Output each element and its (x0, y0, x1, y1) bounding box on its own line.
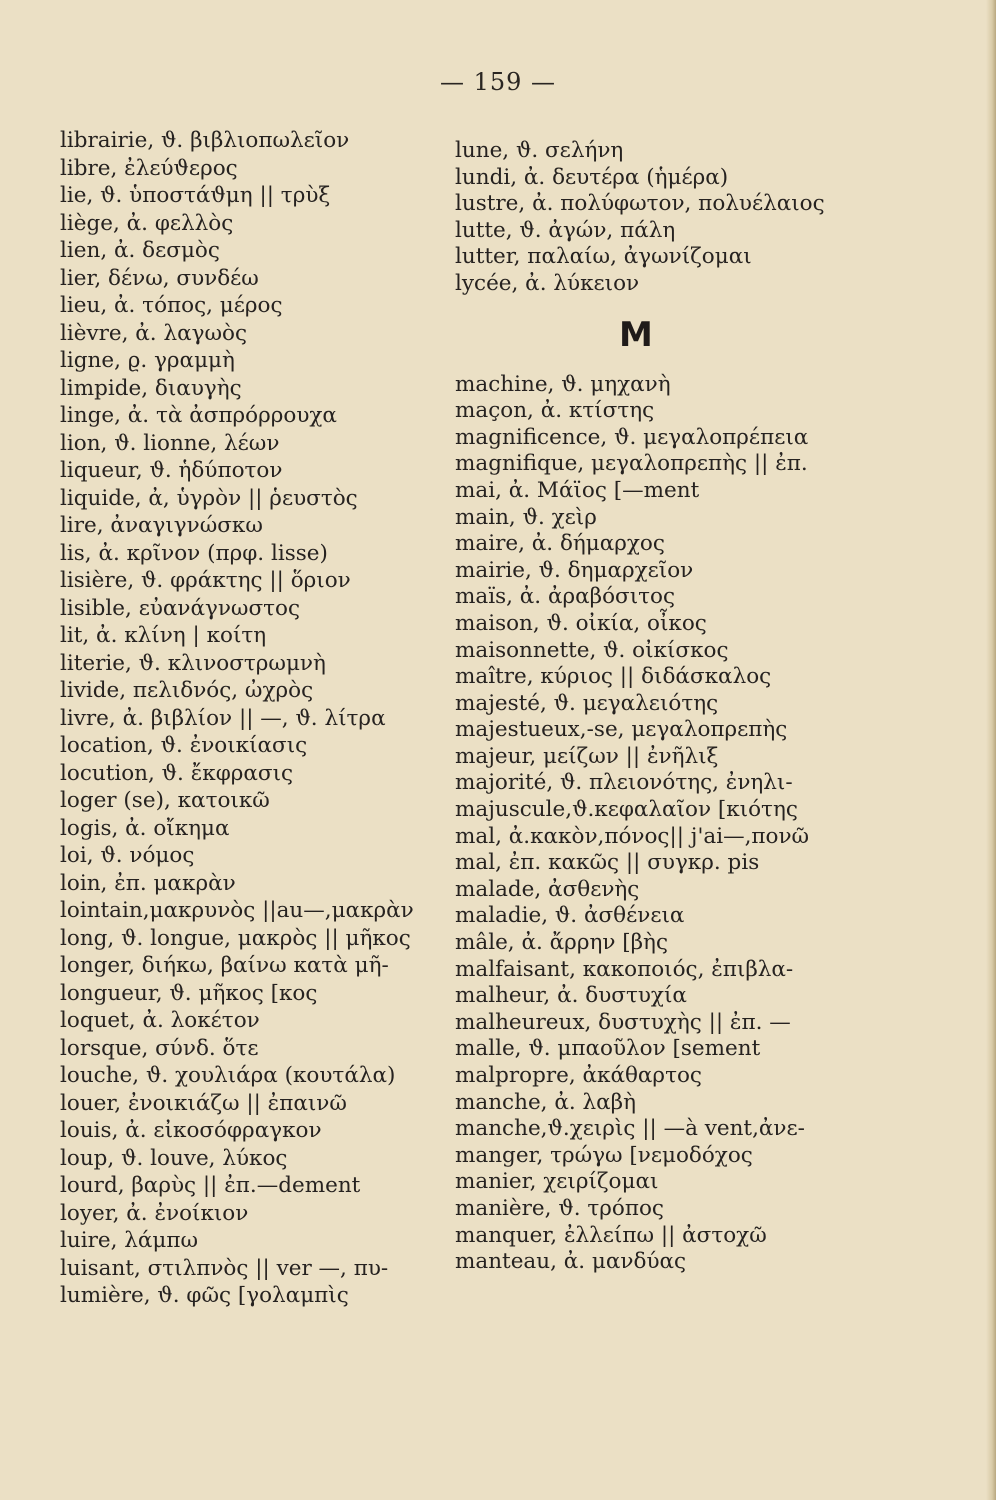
dictionary-entry: manche, ἀ. λαβὴ (455, 1089, 636, 1115)
dictionary-entry: lisible, εὐανάγνωστος (60, 595, 301, 621)
dictionary-entry: louer, ἐνοικιάζω || ἐπαινῶ (60, 1090, 347, 1116)
dictionary-entry: maïs, ἀ. ἀραβόσιτος (455, 584, 676, 610)
dictionary-entry: lumière, ϑ. φῶς [γολαμπὶς (60, 1283, 349, 1308)
dictionary-entry: maison, ϑ. οἰκία, οἶκος (455, 610, 707, 636)
dictionary-entry: longer, διήκω, βαίνω κατὰ μῆ- (60, 953, 389, 978)
dictionary-entry: loi, ϑ. νόμος (60, 843, 195, 868)
dictionary-entry: loyer, ἀ. ἐνοίκιον (60, 1200, 249, 1226)
dictionary-entry: maître, κύριος || διδάσκαλος (455, 664, 772, 690)
dictionary-entry: loin, ἐπ. μακρὰν (60, 870, 236, 896)
dictionary-entry: majestueux,-se, μεγαλοπρεπὴς (455, 717, 788, 743)
dictionary-entry: lien, ἀ. δεσμὸς (60, 238, 220, 263)
dictionary-entry: liège, ἀ. φελλὸς (60, 210, 234, 236)
dictionary-entry: mâle, ἀ. ἄρρην [βὴς (455, 930, 668, 956)
dictionary-entry: lutte, ϑ. ἀγών, πάλη (455, 217, 676, 243)
dictionary-entry: loup, ϑ. louve, λύκος (60, 1145, 288, 1171)
dictionary-entry: lustre, ἀ. πολύφωτον, πολυέλαιος (455, 191, 825, 217)
dictionary-entry: lieu, ἀ. τόπος, μέρος (60, 293, 283, 318)
dictionary-entry: malpropre, ἀκάθαρτος (455, 1063, 702, 1088)
dictionary-entry: livre, ἀ. βιβλίον || —, ϑ. λίτρα (60, 705, 386, 731)
dictionary-entry: lycée, ἀ. λύκειον (455, 270, 640, 296)
dictionary-entry: malade, ἀσθενὴς (455, 876, 640, 902)
dictionary-entry: lion, ϑ. lionne, λέων (60, 430, 280, 456)
dictionary-entry: malle, ϑ. μπαοῦλον [sement (455, 1036, 761, 1062)
dictionary-entry: libre, ἐλεύϑερος (60, 155, 238, 181)
dictionary-entry: majuscule,ϑ.κεφαλαῖον [κιότης (455, 797, 798, 823)
dictionary-entry: maçon, ἀ. κτίστης (455, 398, 655, 424)
dictionary-entry: longueur, ϑ. μῆκος [κος (60, 980, 318, 1006)
dictionary-entry: livide, πελιδνός, ὠχρὸς (60, 678, 314, 703)
dictionary-entry: main, ϑ. χεὶρ (455, 504, 597, 530)
dictionary-entry: luisant, στιλπνὸς || ver —, πυ- (60, 1255, 389, 1281)
dictionary-entry: ligne, ϱ. γραμμὴ (60, 348, 235, 373)
dictionary-entry: magnificence, ϑ. μεγαλοπρέπεια (455, 424, 809, 450)
dictionary-entry: mal, ἐπ. κακῶς || συγκρ. pis (455, 850, 760, 876)
dictionary-entry: maire, ἀ. δήμαρχος (455, 531, 665, 557)
dictionary-entry: logis, ἀ. οἴκημα (60, 815, 230, 841)
dictionary-entry: majorité, ϑ. πλειονότης, ἐνηλι- (455, 770, 793, 796)
left-column (60, 127, 440, 1310)
dictionary-entry: lire, ἀναγιγνώσκω (60, 513, 263, 538)
dictionary-entry: locution, ϑ. ἔκφρασις (60, 760, 294, 786)
dictionary-entry: machine, ϑ. μηχανὴ (455, 371, 671, 397)
dictionary-entry: mai, ἀ. Μάϊος [—ment (455, 477, 700, 503)
dictionary-entry: loger (se), κατοικῶ (60, 788, 270, 813)
dictionary-entry: majesté, ϑ. μεγαλειότης (455, 690, 719, 716)
dictionary-entry: manière, ϑ. τρόπος (455, 1195, 664, 1221)
dictionary-entry: lier, δένω, συνδέω (60, 265, 259, 291)
right-column (455, 138, 825, 1276)
dictionary-entry: linge, ἀ. τὰ ἀσπρόρρουχα (60, 403, 337, 428)
dictionary-entry: lisière, ϑ. φράκτης || ὅριον (60, 568, 351, 593)
page-number: — 159 — (439, 68, 557, 96)
dictionary-entry: lune, ϑ. σελήνη (455, 138, 624, 163)
dictionary-entry: loquet, ἀ. λοκέτον (60, 1008, 260, 1033)
dictionary-entry: malheureux, δυστυχὴς || ἐπ. — (455, 1009, 791, 1035)
dictionary-entry: mairie, ϑ. δημαρχεῖον (455, 557, 694, 583)
dictionary-entry: maisonnette, ϑ. οἰκίσκος (455, 637, 729, 663)
dictionary-entry: manteau, ἀ. μανδύας (455, 1249, 687, 1275)
dictionary-entry: lundi, ἀ. δευτέρα (ἡμέρα) (455, 164, 729, 190)
dictionary-entry: liqueur, ϑ. ἡδύποτον (60, 458, 283, 483)
dictionary-entry: manger, τρώγω [νεμοδόχος (455, 1142, 753, 1168)
dictionary-entry: majeur, μείζων || ἐνῆλιξ (455, 743, 719, 769)
dictionary-entry: malfaisant, κακοποιός, ἐπιβλα- (455, 956, 794, 982)
section-letter-heading: M (619, 314, 653, 355)
dictionary-entry: lit, ἀ. κλίνη | κοίτη (60, 623, 267, 648)
dictionary-entry: limpide, διαυγὴς (60, 375, 242, 401)
dictionary-entry: lorsque, σύνδ. ὅτε (60, 1035, 259, 1061)
dictionary-entry: lourd, βαρὺς || ἐπ.—dement (60, 1173, 361, 1198)
dictionary-entry: manquer, ἐλλείπω || ἀστοχῶ (455, 1222, 767, 1248)
dictionary-entry: louche, ϑ. χουλιάρα (κουτάλα) (60, 1063, 396, 1088)
dictionary-entry: mal, ἀ.κακὸν,πόνος|| j'ai—,πονῶ (455, 823, 810, 849)
dictionary-entry: manche,ϑ.χειρὶς || —à vent,ἀνε- (455, 1116, 805, 1142)
dictionary-entry: long, ϑ. longue, μακρὸς || μῆκος (60, 925, 411, 951)
dictionary-entry: liquide, ἀ, ὑγρὸν || ῥευστὸς (60, 485, 358, 511)
dictionary-entry: lointain,μακρυνὸς ||au—,μακρὰν (60, 898, 414, 923)
page-edge (986, 0, 996, 1500)
dictionary-entry: lie, ϑ. ὑποστάϑμη || τρὺξ (60, 183, 331, 208)
dictionary-entry: magnifique, μεγαλοπρεπὴς || ἐπ. (455, 451, 808, 477)
dictionary-entry: lis, ἀ. κρῖνον (πρφ. lisse) (60, 540, 328, 566)
dictionary-entry: librairie, ϑ. βιβλιοπωλεῖον (60, 128, 350, 153)
dictionary-entry: lutter, παλαίω, ἀγωνίζομαι (455, 244, 752, 270)
dictionary-entry: manier, χειρίζομαι (455, 1169, 659, 1195)
dictionary-entry: literie, ϑ. κλινοστρωμνὴ (60, 650, 326, 676)
dictionary-entry: malheur, ἀ. δυστυχία (455, 983, 687, 1009)
dictionary-entry: louis, ἀ. εἰκοσόφραγκον (60, 1118, 322, 1143)
dictionary-entry: maladie, ϑ. ἀσθένεια (455, 903, 685, 929)
dictionary-entry: luire, λάμπω (60, 1228, 199, 1253)
dictionary-entry: location, ϑ. ἐνοικίασις (60, 733, 308, 758)
dictionary-entry: lièvre, ἀ. λαγωὸς (60, 320, 247, 346)
